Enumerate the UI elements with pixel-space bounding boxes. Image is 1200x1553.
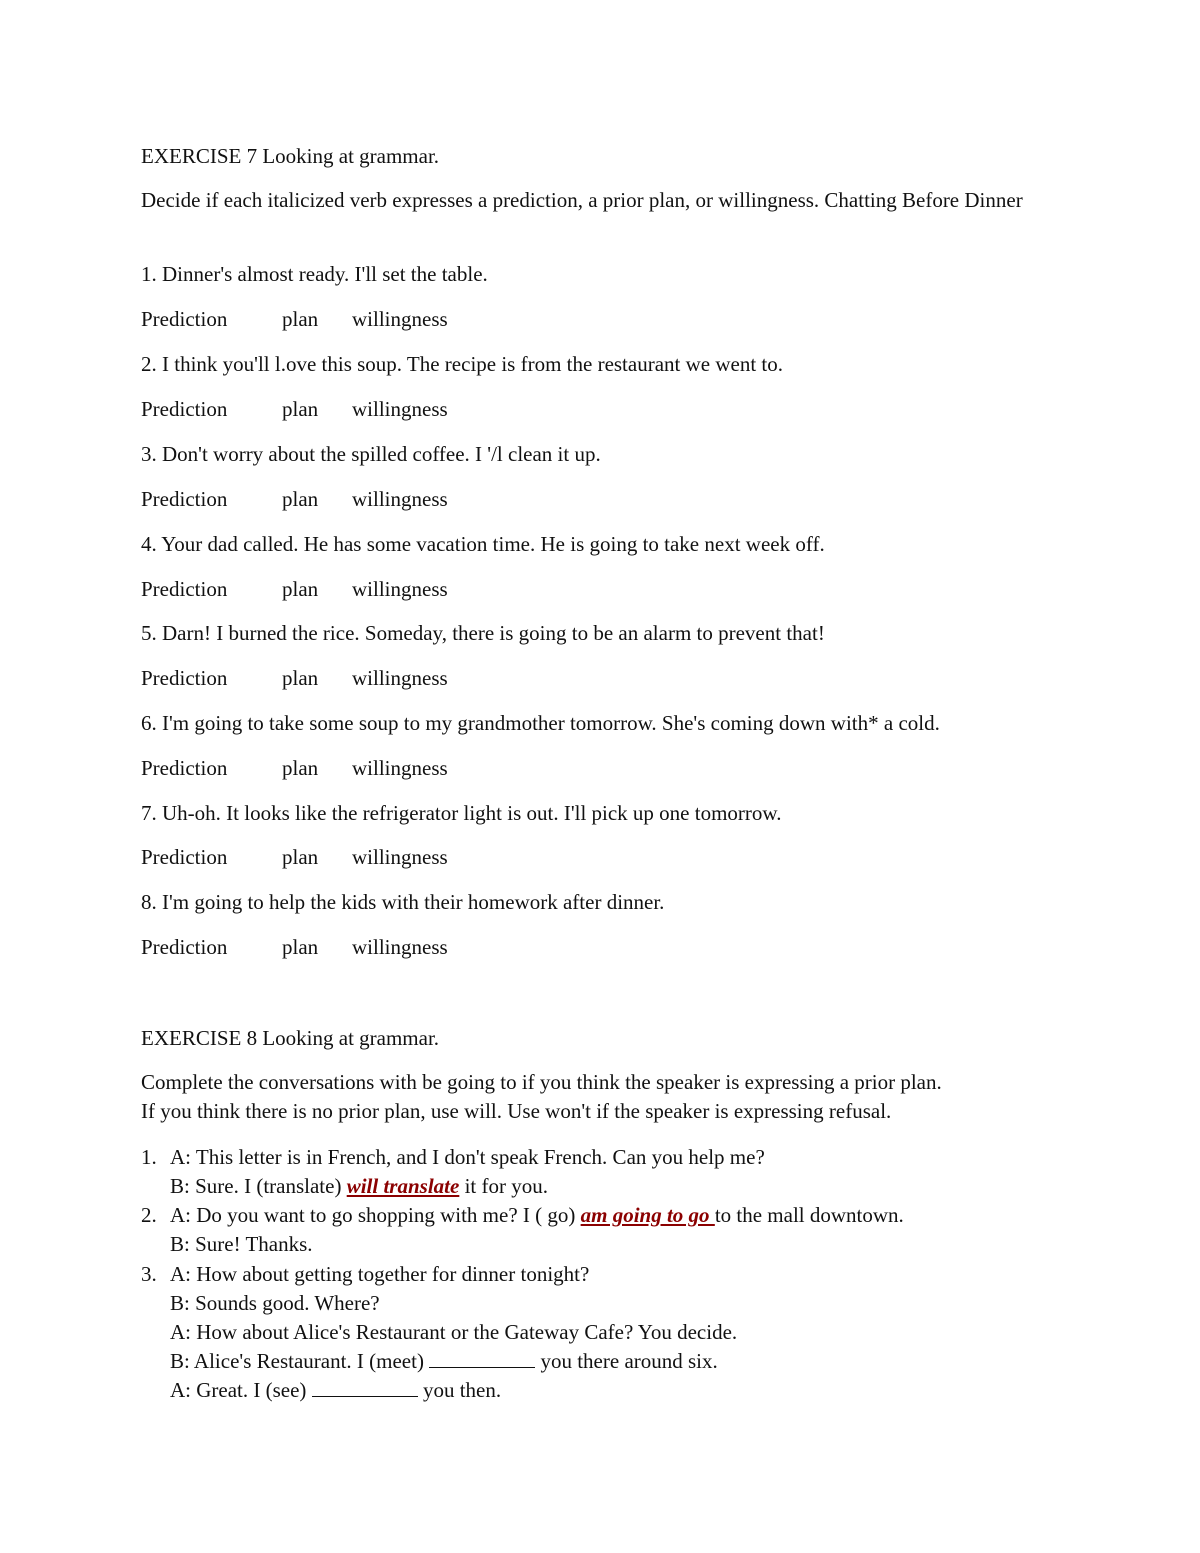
conversation-text: A: Great. I (see) xyxy=(170,1378,312,1402)
choice-row xyxy=(141,575,472,604)
list-number: 3. xyxy=(141,1262,157,1286)
answer-blank[interactable] xyxy=(429,1349,535,1368)
conversation-text: you there around six. xyxy=(535,1349,718,1373)
conversation-3-line-1 xyxy=(141,1260,589,1289)
conversation-text: B: Sounds good. Where? xyxy=(170,1291,380,1315)
choice-row xyxy=(141,395,472,424)
list-number: 1. xyxy=(141,1145,157,1169)
choice-plan[interactable]: plan xyxy=(282,487,319,511)
conversation-text: B: Sure. I (translate) xyxy=(170,1174,347,1198)
choice-plan[interactable]: plan xyxy=(282,577,319,601)
conversation-text: you then. xyxy=(417,1378,502,1402)
conversation-1-line-b xyxy=(141,1172,548,1201)
choice-row xyxy=(141,664,472,693)
choice-willingness[interactable]: willingness xyxy=(352,577,448,601)
question-item: 7. Uh-oh. It looks like the refrigerator light is out. I'll pick up one tomorrow. xyxy=(141,801,782,825)
question-item: 6. I'm going to take some soup to my grandmother tomorrow. She's coming down with* a cold. xyxy=(141,711,940,735)
conversation-3-line-3 xyxy=(141,1318,737,1347)
choice-row xyxy=(141,843,472,872)
exercise-7-title: EXERCISE 7 Looking at grammar. xyxy=(141,144,440,168)
choice-willingness[interactable]: willingness xyxy=(352,666,448,690)
choice-willingness[interactable]: willingness xyxy=(352,487,448,511)
question-item: 3. Don't worry about the spilled coffee. I '/l clean it up. xyxy=(141,442,601,466)
conversation-text: A: Do you want to go shopping with me? I ( go) xyxy=(170,1203,581,1227)
choice-plan[interactable]: plan xyxy=(282,397,319,421)
conversation-2-line-b xyxy=(141,1230,313,1259)
choice-plan[interactable]: plan xyxy=(282,756,319,780)
choice-plan[interactable]: plan xyxy=(282,666,319,690)
answer-text[interactable]: will translate xyxy=(346,1174,460,1198)
question-item: 4. Your dad called. He has some vacation time. He is going to take next week off. xyxy=(141,532,825,556)
choice-prediction[interactable]: Prediction xyxy=(141,307,228,331)
choice-willingness[interactable]: willingness xyxy=(352,397,448,421)
choice-willingness[interactable]: willingness xyxy=(352,845,448,869)
conversation-text: A: How about Alice's Restaurant or the Gateway Cafe? You decide. xyxy=(170,1320,738,1344)
conversation-text: it for you. xyxy=(459,1174,548,1198)
conversation-3-line-5 xyxy=(141,1376,501,1405)
conversation-text: A: This letter is in French, and I don't speak French. Can you help me? xyxy=(170,1145,765,1169)
choice-plan[interactable]: plan xyxy=(282,935,319,959)
conversation-3-line-2 xyxy=(141,1289,380,1318)
choice-plan[interactable]: plan xyxy=(282,845,319,869)
choice-prediction[interactable]: Prediction xyxy=(141,666,228,690)
exercise-8-instructions-line1: Complete the conversations with be going to if you think the speaker is expressing a prior plan. xyxy=(141,1070,942,1094)
choice-prediction[interactable]: Prediction xyxy=(141,935,228,959)
conversation-2-line-a xyxy=(141,1201,904,1230)
conversation-text: B: Alice's Restaurant. I (meet) xyxy=(170,1349,430,1373)
exercise-8-title: EXERCISE 8 Looking at grammar. xyxy=(141,1026,440,1050)
choice-prediction[interactable]: Prediction xyxy=(141,845,228,869)
choice-willingness[interactable]: willingness xyxy=(352,935,448,959)
conversation-text: B: Sure! Thanks. xyxy=(170,1232,313,1256)
choice-row xyxy=(141,754,472,783)
choice-prediction[interactable]: Prediction xyxy=(141,487,228,511)
choice-row xyxy=(141,933,472,962)
choice-row xyxy=(141,305,472,334)
list-number: 2. xyxy=(141,1203,157,1227)
choice-row xyxy=(141,485,472,514)
answer-blank[interactable] xyxy=(312,1378,418,1397)
question-item: 1. Dinner's almost ready. I'll set the table. xyxy=(141,262,488,286)
conversation-3-line-4 xyxy=(141,1347,718,1376)
conversation-text: A: How about getting together for dinner tonight? xyxy=(170,1262,590,1286)
exercise-7-instructions: Decide if each italicized verb expresses a prediction, a prior plan, or willingness. Chatting Before Dinner xyxy=(141,188,1023,212)
question-item: 5. Darn! I burned the rice. Someday, there is going to be an alarm to prevent that! xyxy=(141,621,825,645)
choice-prediction[interactable]: Prediction xyxy=(141,397,228,421)
exercise-8-instructions-line2: If you think there is no prior plan, use will. Use won't if the speaker is expressing refusal. xyxy=(141,1099,892,1123)
question-item: 8. I'm going to help the kids with their homework after dinner. xyxy=(141,890,665,914)
choice-willingness[interactable]: willingness xyxy=(352,307,448,331)
choice-plan[interactable]: plan xyxy=(282,307,319,331)
question-item: 2. I think you'll l.ove this soup. The recipe is from the restaurant we went to. xyxy=(141,352,784,376)
choice-prediction[interactable]: Prediction xyxy=(141,756,228,780)
choice-willingness[interactable]: willingness xyxy=(352,756,448,780)
answer-text[interactable]: am going to go xyxy=(580,1203,715,1227)
choice-prediction[interactable]: Prediction xyxy=(141,577,228,601)
conversation-text: to the mall downtown. xyxy=(714,1203,904,1227)
conversation-1-line-a xyxy=(141,1143,765,1172)
